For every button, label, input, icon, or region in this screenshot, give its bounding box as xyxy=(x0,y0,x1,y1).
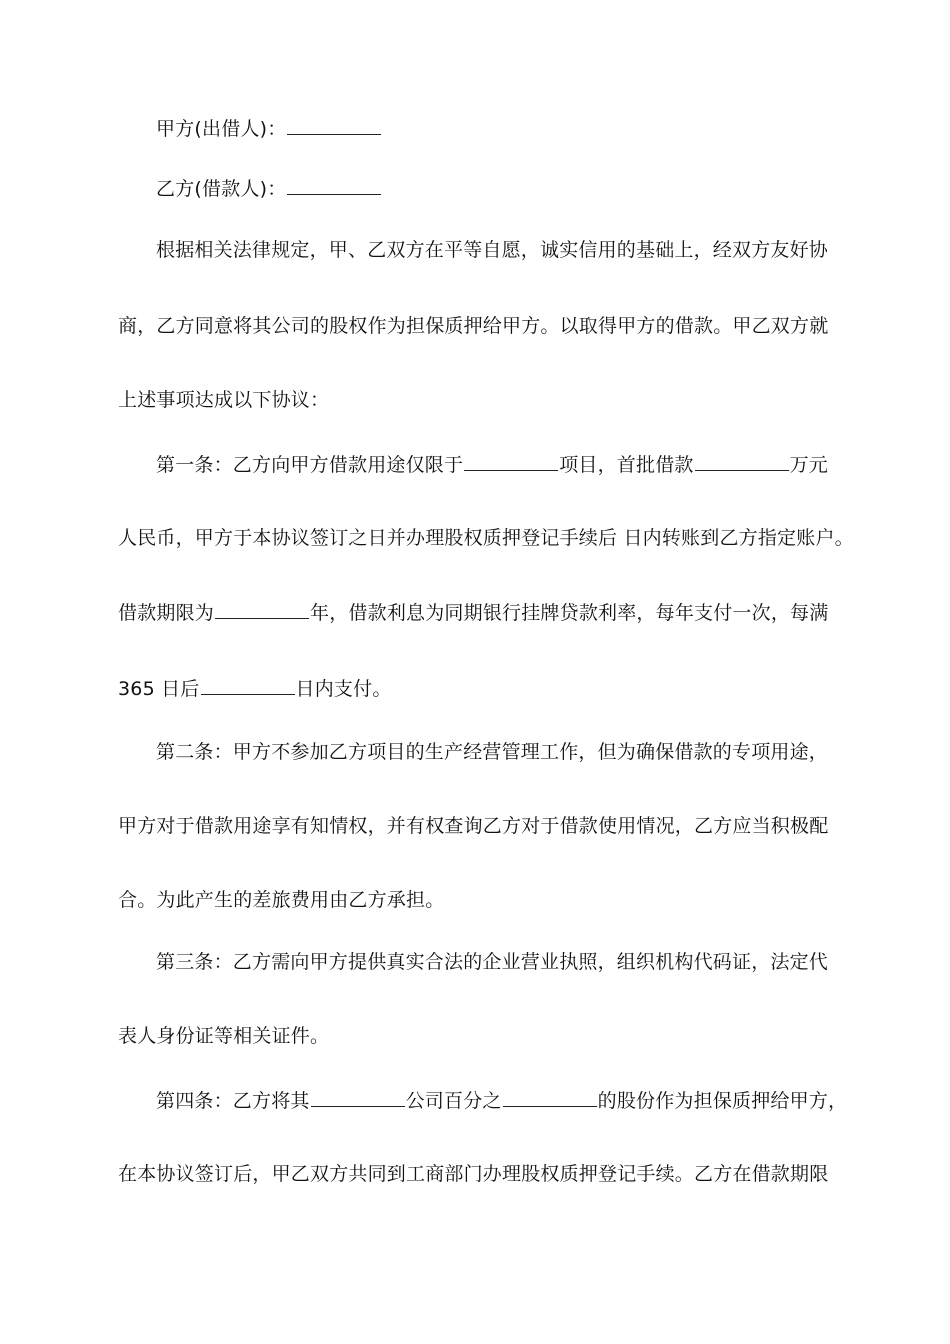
article1-days-text: 日内支付。 xyxy=(295,678,392,700)
article1-text-b: 项目，首批借款 xyxy=(559,454,694,476)
party-a-blank xyxy=(287,116,381,135)
party-b-blank xyxy=(287,176,381,195)
article1-line-1 xyxy=(156,452,828,477)
article3-line-2: 表人身份证等相关证件。 xyxy=(118,1025,330,1047)
preamble-line-3: 上述事项达成以下协议： xyxy=(118,389,330,411)
article4-text-b: 公司百分之 xyxy=(405,1090,502,1112)
article4-text-c: 的股份作为担保质押给甲方， xyxy=(597,1090,848,1112)
article1-text-a: 第一条：乙方向甲方借款用途仅限于 xyxy=(156,454,464,476)
article1-days-blank xyxy=(201,676,295,695)
preamble-line-2: 商，乙方同意将其公司的股权作为担保质押给甲方。以取得甲方的借款。甲乙双方就 xyxy=(118,315,829,337)
article1-days-label: 365 日后 xyxy=(118,678,200,700)
article1-purpose-blank xyxy=(464,452,558,471)
article1-line-4 xyxy=(118,676,392,701)
article2-line-2: 甲方对于借款用途享有知情权，并有权查询乙方对于借款使用情况，乙方应当积极配 xyxy=(118,815,829,837)
article1-term-text: 年，借款利息为同期银行挂牌贷款利率，每年支付一次，每满 xyxy=(310,602,829,624)
article1-line-2: 人民币，甲方于本协议签订之日并办理股权质押登记手续后 日内转账到乙方指定账户。 xyxy=(118,527,854,549)
article4-company-blank xyxy=(311,1088,405,1107)
party-a-line xyxy=(156,116,382,141)
article1-text-c: 万元 xyxy=(789,454,829,476)
article1-amount-blank xyxy=(695,452,789,471)
article1-term-blank xyxy=(215,600,309,619)
article4-line-2: 在本协议签订后，甲乙双方共同到工商部门办理股权质押登记手续。乙方在借款期限 xyxy=(118,1163,829,1185)
party-a-label: 甲方(出借人)： xyxy=(156,118,287,140)
article4-text-a: 第四条：乙方将其 xyxy=(156,1090,310,1112)
article1-line-3 xyxy=(118,600,828,625)
article1-term-label: 借款期限为 xyxy=(118,602,215,624)
article4-line-1 xyxy=(156,1088,847,1113)
article4-percent-blank xyxy=(503,1088,597,1107)
party-b-line xyxy=(156,176,382,201)
party-b-label: 乙方(借款人)： xyxy=(156,178,287,200)
article3-line-1: 第三条：乙方需向甲方提供真实合法的企业营业执照，组织机构代码证，法定代 xyxy=(156,951,829,973)
preamble-line-1: 根据相关法律规定，甲、乙双方在平等自愿，诚实信用的基础上，经双方友好协 xyxy=(156,239,829,261)
article2-line-1: 第二条：甲方不参加乙方项目的生产经营管理工作，但为确保借款的专项用途， xyxy=(156,741,829,763)
article2-line-3: 合。为此产生的差旅费用由乙方承担。 xyxy=(118,889,445,911)
